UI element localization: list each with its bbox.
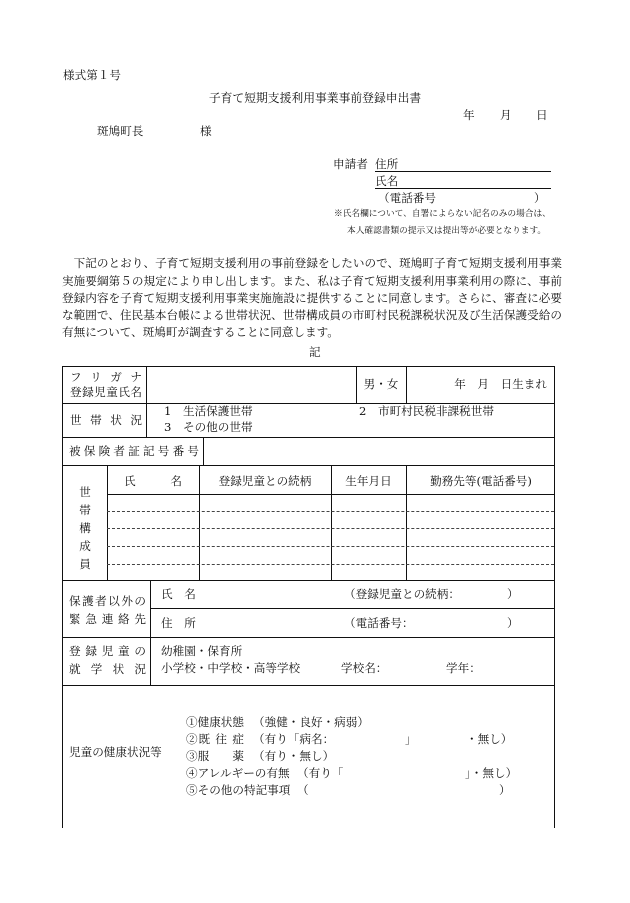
member-relation-cell [199,547,331,564]
health-item-bracket: 」 [405,732,417,746]
members-header-workplace: 勤務先等(電話番号) [430,474,532,488]
school-label-line-2: 就 学 状 況 [69,663,146,675]
applicant-address-label: 住所 [375,157,399,171]
member-row [107,495,554,512]
health-item-label: ①健康状態 [186,715,244,729]
member-name-cell [107,512,199,528]
member-name-cell [107,565,199,580]
applicant-phone-close: ） [534,191,546,205]
health-item-label: ②既 往 症 [186,733,244,745]
member-workplace-cell [406,529,556,546]
cell-divider [146,404,147,437]
household-option: 2 市町村民税非課税世帯 [359,404,494,418]
members-header-relation: 登録児童との続柄 [218,474,312,488]
applicant-label: 申請者 [333,157,368,171]
health-item-bracket: ） [499,783,511,797]
member-birthdate-cell [331,495,406,511]
emergency-address-label: 住 所 [161,616,196,630]
member-birthdate-cell [331,512,406,528]
member-workplace-cell [406,565,556,580]
member-birthdate-cell [331,565,406,580]
health-item-label: ④アレルギーの有無 [186,766,290,780]
member-name-cell [107,547,199,564]
household-option: 1 生活保護世帯 [164,404,253,418]
member-birthdate-cell [331,547,406,564]
member-name-cell [107,495,199,511]
health-item-choices: （有り・無し） [253,749,335,763]
applicant-phone-open: （電話番号 [378,191,436,205]
applicant-name-underline [375,188,551,189]
health-item-bracket: （ [297,783,309,797]
school-option: 幼稚園・保育所 [161,644,243,658]
row-household-status [63,404,554,438]
member-row [107,529,554,547]
emergency-inner-rule [150,608,554,609]
row-school-status [63,638,554,686]
sex-options: 男・女 [363,377,399,391]
members-header-name: 氏 名 [124,474,182,488]
cell-divider [150,638,151,685]
emergency-label-line-1: 保護者以外の [69,595,146,607]
member-birthdate-cell [331,529,406,546]
body-text-line: 有無について、斑鳩町が調査することに同意します。 [62,326,339,338]
household-members-label: 世帯構成員 [78,486,92,576]
health-item-choices: （有り「病名： [253,732,335,746]
members-header-birthdate: 生年月日 [345,474,392,488]
member-name-cell [107,529,199,546]
school-name-label: 学校名： [341,661,388,675]
emergency-phone-close: ） [507,616,519,630]
furigana-label: フ リ ガ ナ [70,371,142,383]
child-name-label: 登録児童氏名 [70,386,142,398]
row-child-health [63,686,554,828]
emergency-label-line-2: 緊急連絡先 [69,613,146,625]
body-text-line: 実施要綱第５の規定により申し出します。また、私は子育て短期支援利用事業利用の際に、事前 [62,275,562,287]
body-text-line: な範囲で、住民基本台帳による世帯状況、世帯構成員の市町村民税課税状況及び生活保護受給の [62,309,562,321]
member-row [107,547,554,565]
health-item-choices: （有り「 [297,766,344,780]
member-workplace-cell [406,547,556,564]
date-day-label: 日 [536,108,548,122]
body-text-line: 下記のとおり、子育て短期支援利用の事前登録をしたいので、斑鳩町子育て短期支援利用事業 [62,257,562,269]
addressee: 斑鳩町長 [97,124,144,138]
insurance-number-label: 被保険者証記号番号 [69,445,199,457]
school-grade-label: 学年： [446,661,481,675]
row-child-name [63,367,554,404]
member-workplace-cell [406,512,556,528]
emergency-relation-close: ） [507,587,519,601]
member-relation-cell [199,529,331,546]
health-label: 児童の健康状況等 [69,745,162,759]
emergency-phone-open: （電話番号： [344,616,414,630]
body-text-line: 登録内容を子育て短期支援利用事業実施施設に提供することに同意します。さらに、審査に必要 [62,292,562,304]
school-label-line-1: 登 録 児 童 の [69,645,146,657]
member-row [107,512,554,529]
member-relation-cell [199,565,331,580]
member-workplace-cell [406,495,556,511]
health-item-choices: （強健・良好・病弱） [253,715,369,729]
applicant-address-underline [375,171,551,172]
form-title: 子育て短期支援利用事業事前登録申出書 [208,91,422,105]
health-item-choices: ・無し） [466,732,513,746]
household-status-label: 世 帯 状 況 [70,414,142,426]
registration-table [62,366,555,828]
cell-divider [203,438,204,465]
school-option: 小学校・中学校・高等学校 [161,661,301,675]
household-option: 3 その他の世帯 [164,420,253,434]
row-household-members [63,466,554,581]
signature-note-line-2: 本人確認書類の提示又は提出等が必要となります。 [347,226,547,236]
applicant-name-label: 氏名 [375,174,399,188]
health-item-label: ⑤その他の特記事項 [186,783,291,797]
form-number: 様式第１号 [63,68,121,82]
member-relation-cell [199,512,331,528]
ki-heading: 記 [309,345,321,359]
cell-divider [146,367,147,403]
row-insurance-number [63,438,554,466]
emergency-relation-open: （登録児童との続柄： [344,587,460,601]
health-item-label: ③服 薬 [186,749,244,763]
addressee-honorific: 様 [200,124,212,138]
signature-note-line-1: ※氏名欄について、自署によらない記名のみの場合は、 [334,209,551,219]
health-item-choices: 」・無し） [465,766,518,780]
date-month-label: 月 [500,108,512,122]
member-row [107,565,554,580]
row-emergency-contact [63,581,554,638]
birth-date-label: 年 月 日生まれ [454,377,547,391]
member-relation-cell [199,495,331,511]
date-year-label: 年 [463,108,475,122]
emergency-name-label: 氏 名 [161,587,196,601]
cell-divider [150,581,151,637]
